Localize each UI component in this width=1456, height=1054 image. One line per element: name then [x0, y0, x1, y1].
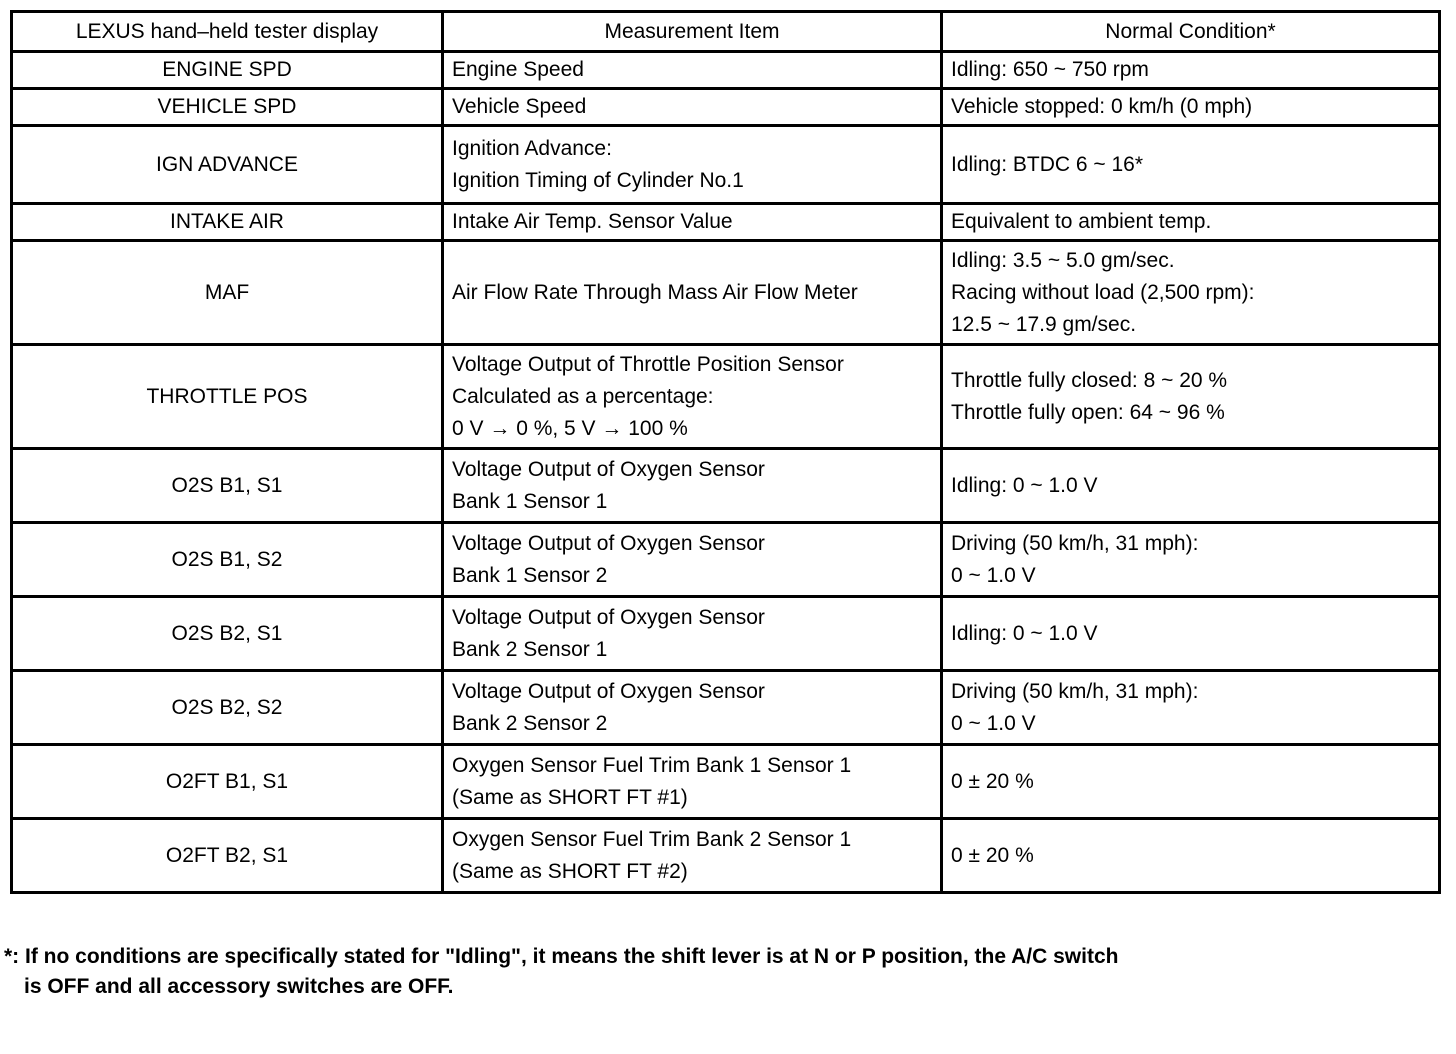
normal-condition-cell [942, 449, 1440, 523]
normal-condition-line: 0 ~ 1.0 V [951, 563, 1036, 587]
measurement-item-line: Ignition Timing of Cylinder No.1 [452, 168, 744, 192]
measurement-item-line: (Same as SHORT FT #1) [452, 785, 688, 809]
tester-display-cell: O2S B2, S2 [12, 671, 443, 745]
measurement-item-line: Calculated as a percentage: [452, 384, 714, 408]
footnote-line: is OFF and all accessory switches are OFF. [24, 975, 454, 998]
measurement-item-line: Vehicle Speed [452, 95, 587, 118]
measurement-item-cell [443, 745, 942, 819]
normal-condition-line: Throttle fully closed: 8 ~ 20 % [951, 368, 1228, 392]
normal-condition-cell [942, 52, 1440, 89]
normal-condition-cell [942, 126, 1440, 204]
header-measurement-item: Measurement Item [443, 12, 942, 52]
measurement-item-line: Ignition Advance: [452, 136, 612, 160]
measurement-item-cell [443, 671, 942, 745]
normal-condition-cell [942, 89, 1440, 126]
footnote [4, 942, 1118, 1002]
measurement-item-line: Voltage Output of Oxygen Sensor [452, 679, 765, 703]
measurement-item-line: Bank 1 Sensor 1 [452, 489, 608, 513]
table-row [12, 89, 1440, 126]
table-row [12, 345, 1440, 449]
measurement-item-cell [443, 449, 942, 523]
normal-condition-line: Idling: 650 ~ 750 rpm [951, 58, 1149, 81]
table-row [12, 819, 1440, 893]
measurement-item-cell [443, 819, 942, 893]
measurement-item-line: Voltage Output of Oxygen Sensor [452, 457, 765, 481]
tester-display-cell: O2S B2, S1 [12, 597, 443, 671]
normal-condition-cell [942, 523, 1440, 597]
tester-display-cell: ENGINE SPD [12, 52, 443, 89]
measurement-item-line: Bank 2 Sensor 2 [452, 711, 608, 735]
normal-condition-line: Idling: BTDC 6 ~ 16* [951, 152, 1144, 176]
table-row [12, 671, 1440, 745]
measurement-item-line: Oxygen Sensor Fuel Trim Bank 1 Sensor 1 [452, 753, 852, 777]
normal-condition-line: Equivalent to ambient temp. [951, 210, 1212, 233]
table-header-row [12, 12, 1440, 52]
measurement-item-line: Air Flow Rate Through Mass Air Flow Meter [452, 280, 858, 304]
table-row [12, 523, 1440, 597]
measurement-item-line: Voltage Output of Throttle Position Sensor [452, 352, 844, 376]
normal-condition-line: 0 ~ 1.0 V [951, 711, 1036, 735]
table-row [12, 241, 1440, 345]
tester-display-cell: O2FT B2, S1 [12, 819, 443, 893]
measurement-item-line: 0 V → 0 %, 5 V → 100 % [452, 416, 688, 440]
specification-table [10, 10, 1441, 894]
measurement-item-cell [443, 241, 942, 345]
normal-condition-line: 12.5 ~ 17.9 gm/sec. [951, 312, 1137, 336]
measurement-item-line: Bank 2 Sensor 1 [452, 637, 608, 661]
measurement-item-cell [443, 204, 942, 241]
normal-condition-cell [942, 671, 1440, 745]
normal-condition-line: Driving (50 km/h, 31 mph): [951, 531, 1199, 555]
normal-condition-cell [942, 819, 1440, 893]
table-row [12, 204, 1440, 241]
header-normal-condition: Normal Condition* [942, 12, 1440, 52]
normal-condition-cell [942, 241, 1440, 345]
measurement-item-line: (Same as SHORT FT #2) [452, 859, 688, 883]
normal-condition-line: Idling: 0 ~ 1.0 V [951, 621, 1098, 645]
tester-display-cell: O2FT B1, S1 [12, 745, 443, 819]
table-row [12, 126, 1440, 204]
measurement-item-cell [443, 126, 942, 204]
normal-condition-line: Racing without load (2,500 rpm): [951, 280, 1255, 304]
tester-display-cell: IGN ADVANCE [12, 126, 443, 204]
measurement-item-cell [443, 52, 942, 89]
normal-condition-line: 0 ± 20 % [951, 769, 1034, 793]
normal-condition-line: Vehicle stopped: 0 km/h (0 mph) [951, 95, 1253, 118]
measurement-item-cell [443, 523, 942, 597]
tester-display-cell: O2S B1, S1 [12, 449, 443, 523]
measurement-item-cell [443, 597, 942, 671]
normal-condition-line: Throttle fully open: 64 ~ 96 % [951, 400, 1225, 424]
normal-condition-cell [942, 204, 1440, 241]
normal-condition-line: Idling: 3.5 ~ 5.0 gm/sec. [951, 248, 1175, 272]
normal-condition-cell [942, 745, 1440, 819]
normal-condition-line: 0 ± 20 % [951, 843, 1034, 867]
tester-display-cell: INTAKE AIR [12, 204, 443, 241]
tester-display-cell: VEHICLE SPD [12, 89, 443, 126]
table-row [12, 449, 1440, 523]
measurement-item-cell [443, 89, 942, 126]
table-row [12, 745, 1440, 819]
tester-display-cell: THROTTLE POS [12, 345, 443, 449]
normal-condition-cell [942, 597, 1440, 671]
measurement-item-cell [443, 345, 942, 449]
tester-display-cell: O2S B1, S2 [12, 523, 443, 597]
table-row [12, 52, 1440, 89]
measurement-item-line: Bank 1 Sensor 2 [452, 563, 608, 587]
measurement-item-line: Engine Speed [452, 58, 584, 81]
header-tester-display: LEXUS hand–held tester display [12, 12, 443, 52]
normal-condition-cell [942, 345, 1440, 449]
footnote-line: *: If no conditions are specifically stated for "Idling", it means the shift lever is at N or P position, the A/C switch [4, 945, 1119, 968]
tester-display-cell: MAF [12, 241, 443, 345]
measurement-item-line: Intake Air Temp. Sensor Value [452, 210, 733, 233]
measurement-item-line: Voltage Output of Oxygen Sensor [452, 605, 765, 629]
normal-condition-line: Driving (50 km/h, 31 mph): [951, 679, 1199, 703]
table-row [12, 597, 1440, 671]
measurement-item-line: Oxygen Sensor Fuel Trim Bank 2 Sensor 1 [452, 827, 852, 851]
normal-condition-line: Idling: 0 ~ 1.0 V [951, 473, 1098, 497]
measurement-item-line: Voltage Output of Oxygen Sensor [452, 531, 765, 555]
